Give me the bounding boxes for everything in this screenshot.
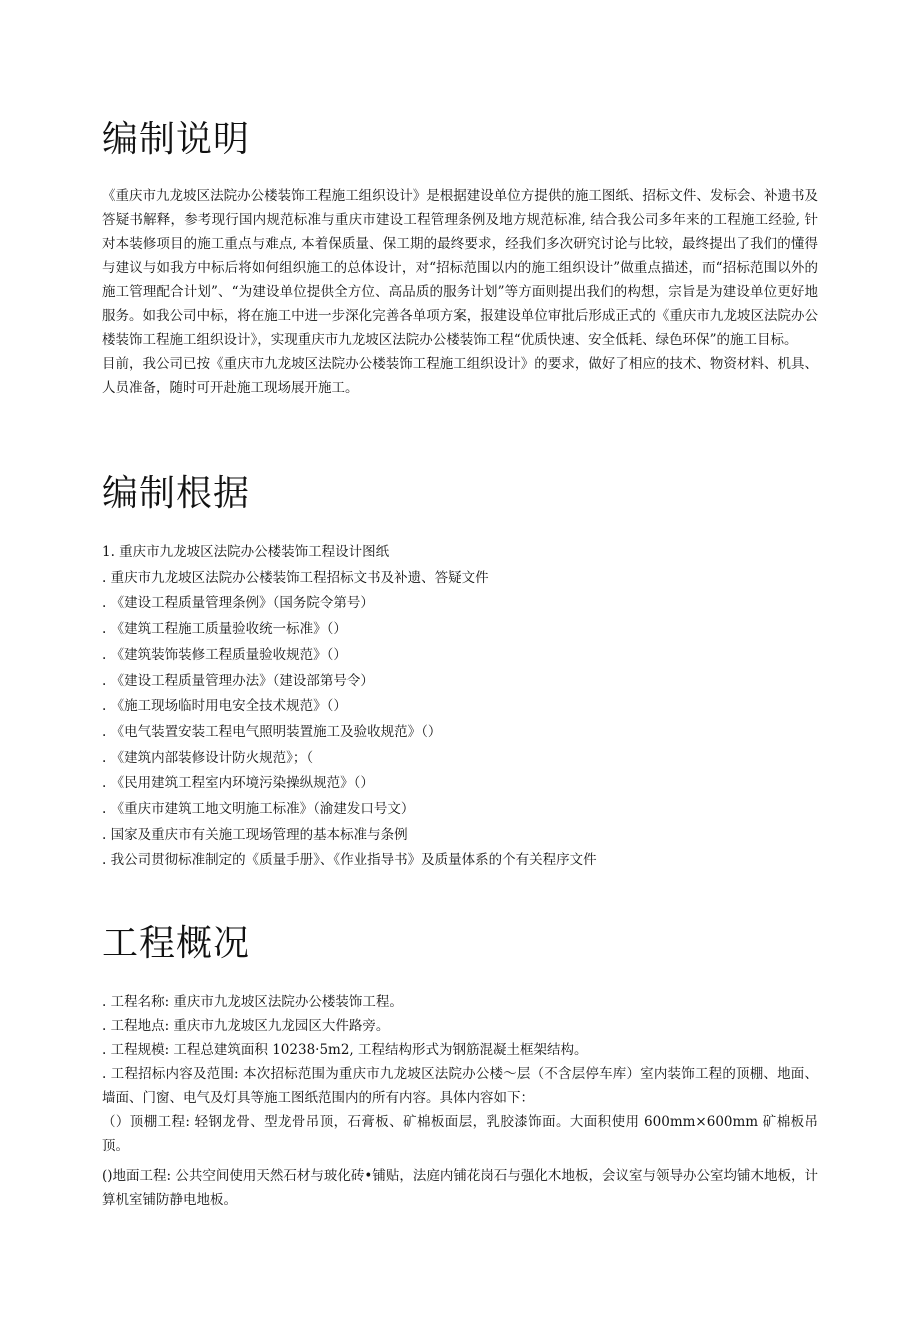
- list-item: . 国家及重庆市有关施工现场管理的基本标准与条例: [102, 826, 408, 843]
- list-item: . 《民用建筑工程室内环境污染操纵规范》（）: [102, 775, 374, 792]
- paragraph: （）顶棚工程: 轻钢龙骨、型龙骨吊顶，石膏板、矿棉板面层，乳胶漆饰面。大面积使用 600mm×600mm 矿棉板吊顶。: [102, 1114, 818, 1154]
- compilation-basis-body: [102, 540, 818, 874]
- list-item: . 《电气装置安装工程电气照明装置施工及验收规范》（）: [102, 723, 442, 740]
- paragraph: . 工程招标内容及范围: 本次招标范围为重庆市九龙坡区法院办公楼～层（不含层停车库）室内装饰工程的顶棚、地面、墙面、门窗、电气及灯具等施工图纸范围内的所有内容。具体内容如下：: [102, 1066, 818, 1106]
- paragraph: ()地面工程: 公共空间使用天然石材与玻化砖•铺贴，法庭内铺花岗石与强化木地板，会议室与领导办公室均铺木地板，计算机室铺防静电地板。: [102, 1168, 818, 1208]
- list-item: . 《建筑装饰装修工程质量验收规范》（）: [102, 646, 347, 663]
- compilation-notes-body: [102, 184, 818, 400]
- list-item: . 《建设工程质量管理条例》（国务院令第号）: [102, 595, 374, 612]
- paragraph: 《重庆市九龙坡区法院办公楼装饰工程施工组织设计》是根据建设单位方提供的施工图纸、招标文件、发标会、补遗书及答疑书解释，参考现行国内规范标准与重庆市建设工程管理条例及地方规范标准, 结合我公司多年来的工程施工经验, 针对本装修项目的施工重点与难点, 本着保质量、保工期的最终要求，经我们多次研究讨论与比较，最终提出了我们的懂得与建议与如我方中标后将如何组织施工的总体设计，对“招标范围以内的施工组织设计”做重点描述，而“招标范围以外的施工管理配合计划”、“为建设单位提供全方位、高品质的服务计划”等方面则提出我们的构想，宗旨是为建设单位更好地服务。如我公司中标，将在施工中进一步深化完善各单项方案，报建设单位审批后形成正式的《重庆市九龙坡区法院办公楼装饰工程施工组织设计》，实现重庆市九龙坡区法院办公楼装饰工程“优质快速、安全低耗、绿色环保”的施工目标。: [102, 188, 818, 348]
- list-item: . 重庆市九龙坡区法院办公楼装饰工程招标文书及补遗、答疑文件: [102, 569, 489, 586]
- list-item: . 《建设工程质量管理办法》（建设部第号令）: [102, 672, 374, 689]
- paragraph: 目前，我公司已按《重庆市九龙坡区法院办公楼装饰工程施工组织设计》的要求，做好了相应的技术、物资材料、机具、人员准备，随时可开赴施工现场展开施工。: [102, 356, 818, 396]
- list-item: . 《重庆市建筑工地文明施工标准》（渝建发口号文）: [102, 801, 415, 818]
- paragraph: . 工程名称: 重庆市九龙坡区法院办公楼装饰工程。: [102, 994, 403, 1010]
- paragraph: . 工程地点: 重庆市九龙坡区九龙园区大件路旁。: [102, 1018, 390, 1034]
- list-item: . 《施工现场临时用电安全技术规范》（）: [102, 698, 347, 715]
- basis-list: [102, 540, 818, 874]
- paragraph: . 工程规模: 工程总建筑面积 10238·5m2, 工程结构形式为钢筋混凝土框架结构。: [102, 1042, 588, 1058]
- heading-compilation-notes: 编制说明: [102, 119, 251, 160]
- list-item: . 《建筑工程施工质量验收统一标准》（）: [102, 621, 347, 638]
- list-item: . 我公司贯彻标准制定的《质量手册》、《作业指导书》及质量体系的个有关程序文件: [102, 852, 597, 869]
- heading-compilation-basis: 编制根据: [102, 473, 251, 514]
- list-item: . 《建筑内部装修设计防火规范》；（: [102, 749, 314, 766]
- heading-project-overview: 工程概况: [102, 923, 251, 964]
- project-overview-body: [102, 990, 818, 1212]
- list-item: 1. 重庆市九龙坡区法院办公楼装饰工程设计图纸: [102, 544, 390, 560]
